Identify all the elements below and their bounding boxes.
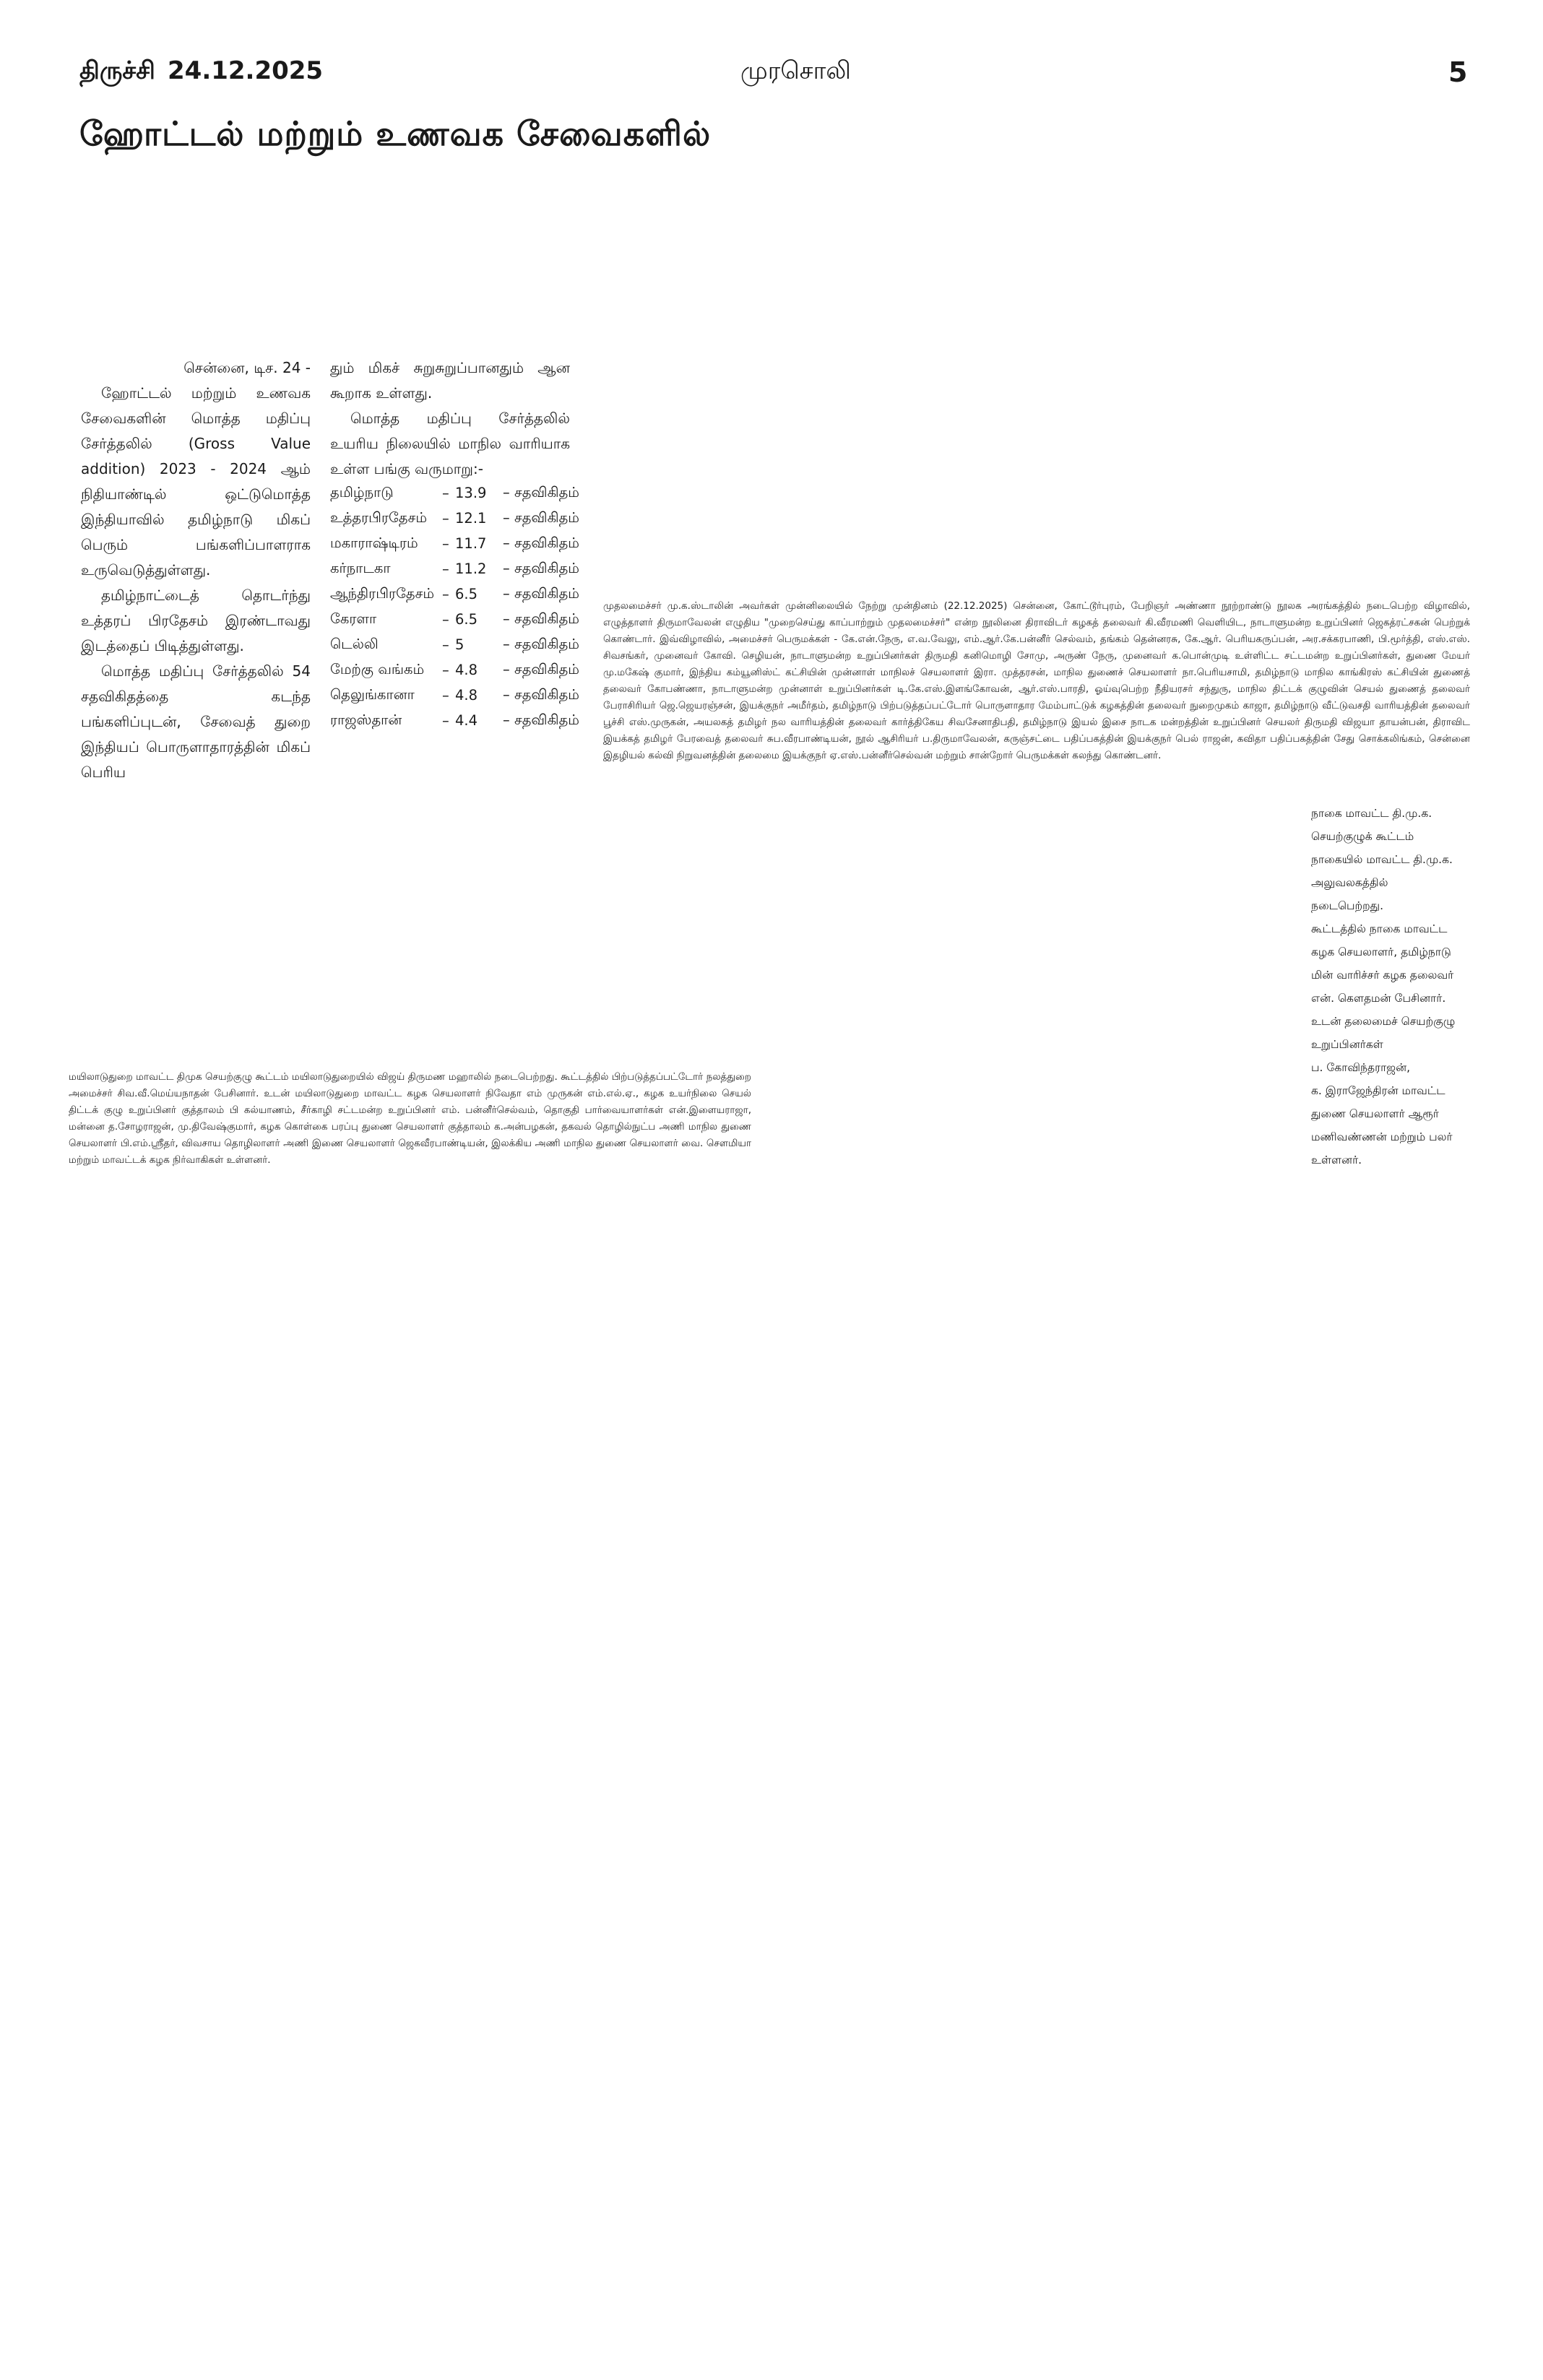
state-share-row [330,632,579,657]
article-dateline: சென்னை, டிச. 24 - [183,359,311,376]
photo-caption-cm-event: முதலமைச்சர் மு.க.ஸ்டாலின் அவர்கள் முன்னிலையில் நேற்று முன்தினம் (22.12.2025) சென்னை, கோட்டூர்புரம், பேறிஞர் அண்ணா நூற்றாண்டு நூலக அரங்கத்தில் நடைபெற்ற விழாவில், எழுத்தாளர் திருமாவேலன் எழுதிய "முறைசெய்து காப்பாற்றும் முதலமைச்சர்" என்ற நூலினை திராவிடர் கழகத் தலைவர் கி.வீரமணி வெளியிட, நாடாளுமன்ற உறுப்பினர் ஜெகத்ரட்சகன் பெற்றுக் கொண்டார். இவ்விழாவில், அமைச்சர் பெருமக்கள் - கே.என்.நேரு, எ.வ.வேலு, எம்.ஆர்.கே.பன்னீர் செல்வம், தங்கம் தென்னரசு, கே.ஆர். பெரியகருப்பன், அர.சக்கரபாணி, பி.மூர்த்தி, எஸ்.எஸ். சிவசங்கர், முனைவர் கோவி. செழியன், நாடாளுமன்ற உறுப்பினர்கள் திருமதி கனிமொழி சோமு, அருண் நேரு, முனைவர் க.பொன்முடி உள்ளிட்ட சட்டமன்ற உறுப்பினர்கள், துணை மேயர் மு.மகேஷ் குமார், இந்திய கம்யூனிஸ்ட் கட்சியின் முன்னாள் மாநிலச் செயலாளர் இரா. முத்தரசன், மாநில துணைச் செயலாளர் நா.பெரியசாமி, தமிழ்நாடு மாநில காங்கிரஸ் கட்சியின் துணைத் தலைவர் கோபண்ணா, நாடாளுமன்ற முன்னாள் உறுப்பினர்கள் டி.கே.எஸ்.இளங்கோவன், ஆர்.எஸ்.பாரதி, ஓய்வுபெற்ற நீதியரசர் சந்துரு, மாநில திட்டக் குழுவின் செயல் துணைத் தலைவர் பேராசிரியர் ஜெ.ஜெயரஞ்சன், இயக்குநர் அமீர்தம், தமிழ்நாடு பிற்படுத்தப்பட்டோர் பொருளாதார மேம்பாட்டுக் கழகத்தின் தலைவர் நுறைமுகம் காஜா, தமிழ்நாடு வீட்டுவசதி வாரியத்தின் தலைவர் பூச்சி எஸ்.முருகன், அயலகத் தமிழர் நல வாரியத்தின் தலைவர் கார்த்திகேய சிவசேனாதிபதி, தமிழ்நாடு இயல் இசை நாடக மன்றத்தின் உறுப்பினர் செயலர் திருமதி விஜயா தாயன்பன், திராவிட இயக்கத் தமிழர் பேரவைத் தலைவர் சுப.வீரபாண்டியன், நூல் ஆசிரியர் ப.திருமாவேலன், கருஞ்சட்டை பதிப்பகத்தின் இயக்குநர் பெல் ராஜன், கவிதா பதிப்பகத்தின் சேது சொக்கலிங்கம், சென்னை இதழியல் கல்வி நிறுவனத்தின் தலைமை இயக்குநர் ஏ.எஸ்.பன்னீர்செல்வன் மற்றும் சான்றோர் பெருமக்கள் கலந்து கொண்டனர். [603,600,1470,761]
unit-label: சதவிகிதம் [514,711,579,728]
dash-separator: – [442,561,449,577]
article-paragraph: மொத்த மதிப்பு சேர்த்தலில் உயரிய நிலையில் மாநில வாரியாக உள்ள பங்கு வருமாறு:- [330,410,570,477]
state-share-unit: – சதவிகிதம் [502,483,579,501]
caption-line: செயற்குழுக் கூட்டம் [1311,830,1414,843]
state-share-value: 11.7 [455,535,487,552]
article-headline: ஹோட்டல் மற்றும் உணவக சேவைகளில் [79,114,712,153]
state-name: கர்நாடகா [330,559,391,576]
photo-caption-nagai [1311,802,1528,1172]
state-share-value: 12.1 [455,510,487,527]
article-paragraph: தமிழ்நாட்டைத் தொடர்ந்து உத்தரப் பிரதேசம் இரண்டாவது இடத்தைப் பிடித்துள்ளது. [81,587,311,654]
unit-label: சதவிகிதம் [514,584,579,602]
state-share-row [330,531,579,556]
state-share-value: 4.4 [455,712,478,729]
article-column-2 [330,355,570,482]
state-share-row [330,683,579,708]
unit-label: சதவிகிதம் [514,483,579,501]
issue-date: 24.12.2025 [168,56,324,85]
article-paragraph: தும் மிகச் சுறுசுறுப்பானதும் ஆன கூறாக உள்ளது. [330,359,570,402]
article-column-1 [81,355,311,785]
state-name: மகாராஷ்டிரம் [330,534,418,551]
state-share-unit: – சதவிகிதம் [502,610,579,627]
caption-line: நடைபெற்றது. [1311,899,1384,912]
dash-separator: – [442,535,449,552]
city-name: திருச்சி [79,56,155,85]
caption-line: நாகையில் மாவட்ட தி.மு.க. [1311,853,1453,866]
article-paragraph: மொத்த மதிப்பு சேர்த்தலில் 54 சதவிகிதத்தை கடந்த பங்களிப்புடன், சேவைத் துறை இந்தியப் பொருளாதாரத்தின் மிகப் பெரிய [81,662,311,781]
newspaper-name: முரசொலி [740,56,851,85]
unit-label: சதவிகிதம் [514,685,579,703]
dash-separator: – [442,687,449,704]
unit-label: சதவிகிதம் [514,509,579,526]
caption-line: உள்ளனர். [1311,1154,1362,1167]
state-share-row [330,480,579,506]
caption-line: துணை செயலாளர் ஆரூர் [1311,1107,1439,1120]
state-share-unit: – சதவிகிதம் [502,635,579,652]
state-name: ராஜஸ்தான் [330,711,402,728]
dash-separator: – [442,636,449,653]
state-share-row [330,657,579,683]
state-share-unit: – சதவிகிதம் [502,534,579,551]
state-share-value: 11.2 [455,561,487,577]
dash-separator: – [442,586,449,602]
state-share-row [330,708,579,733]
state-share-value: 5 [455,636,464,653]
caption-line: மணிவண்ணன் மற்றும் பலர் [1311,1130,1453,1143]
state-share-row [330,581,579,607]
caption-line: கழக செயலாளர், தமிழ்நாடு [1311,945,1451,959]
state-name: தமிழ்நாடு [330,483,394,501]
state-share-value: 13.9 [455,485,487,501]
state-share-value: 4.8 [455,687,478,704]
state-share-unit: – சதவிகிதம் [502,509,579,526]
unit-label: சதவிகிதம் [514,610,579,627]
article-paragraph: ஹோட்டல் மற்றும் உணவக சேவைகளின் மொத்த மதிப்பு சேர்த்தலில் (Gross Value addition) 2023 - 2024 ஆம் நிதியாண்டில் ஒட்டுமொத்த இந்தியாவில் தமிழ்நாடு மிகப் பெரும் பங்களிப்பாளராக உருவெடுத்துள்ளது. [81,384,311,579]
caption-line: க. இராஜேந்திரன் மாவட்ட [1311,1084,1445,1097]
dash-separator: – [442,712,449,729]
state-share-table [330,480,579,733]
state-share-unit: – சதவிகிதம் [502,711,579,728]
caption-line: என். கௌதமன் பேசினார். [1311,992,1446,1005]
state-share-unit: – சதவிகிதம் [502,559,579,576]
dash-separator: – [442,662,449,678]
unit-label: சதவிகிதம் [514,660,579,678]
dash-separator: – [442,485,449,501]
caption-line: அலுவலகத்தில் [1311,876,1388,889]
state-share-row [330,506,579,531]
caption-line: உடன் தலைமைச் செயற்குழு [1311,1015,1456,1028]
page-number: 5 [1448,56,1468,88]
state-share-value: 6.5 [455,586,478,602]
caption-line: கூட்டத்தில் நாகை மாவட்ட [1311,922,1448,935]
unit-label: சதவிகிதம் [514,534,579,551]
dash-separator: – [442,611,449,628]
state-name: கேரளா [330,610,377,627]
unit-label: சதவிகிதம் [514,559,579,576]
state-share-row [330,556,579,581]
caption-line: மின் வாரிச்சர் கழக தலைவர் [1311,969,1454,982]
state-share-row [330,607,579,632]
caption-line: உறுப்பினர்கள் [1311,1038,1383,1051]
caption-line: ப. கோவிந்தராஜன், [1311,1061,1411,1074]
photo-caption-mayiladuthurai: மயிலாடுதுறை மாவட்ட திமுக செயற்குழு கூட்டம் மயிலாடுதுறையில் விஜய் திருமண மஹாலில் நடைபெற்றது. கூட்டத்தில் பிற்படுத்தப்பட்டோர் நலத்துறை அமைச்சர் சிவ.வீ.மெய்யநாதன் பேசினார். உடன் மயிலாடுதுறை மாவட்ட கழக செயலாளர் நிவேதா எம் முருகன் எம்.எல்.ஏ., கழக உயர்நிலை செயல் திட்டக் குழு உறுப்பினர் குத்தாலம் பி கல்யாணம், சீர்காழி சட்டமன்ற உறுப்பினர் எம். பன்னீர்செல்வம், தொகுதி பார்வையாளர்கள் என்.இளையராஜா, மன்னை த.சோழராஜன், மு.திவேஷ்குமார், கழக கொள்கை பரப்பு துணை செயலாளர் குத்தாலம் க.அன்பழகன், தகவல் தொழில்நுட்ப அணி மாநில துணை செயலாளர் பி.எம்.ஸ்ரீதர், விவசாய தொழிலாளர் அணி இணை செயலாளர் ஜெகவீரபாண்டியன், இலக்கிய அணி மாநில துணை செயலாளர் வை. செளமியா மற்றும் மாவட்டக் கழக நிர்வாகிகள் உள்ளனர். [69,1071,751,1166]
state-name: உத்தரபிரதேசம் [330,509,428,526]
state-name: மேற்கு வங்கம் [330,660,425,678]
state-name: ஆந்திரபிரதேசம் [330,584,435,602]
unit-label: சதவிகிதம் [514,635,579,652]
state-share-value: 6.5 [455,611,478,628]
state-share-value: 4.8 [455,662,478,678]
state-name: தெலுங்கானா [330,685,415,703]
state-share-unit: – சதவிகிதம் [502,584,579,602]
state-share-unit: – சதவிகிதம் [502,660,579,678]
state-name: டெல்லி [330,635,379,652]
dash-separator: – [442,510,449,527]
caption-line: நாகை மாவட்ட தி.மு.க. [1311,807,1432,820]
state-share-unit: – சதவிகிதம் [502,685,579,703]
